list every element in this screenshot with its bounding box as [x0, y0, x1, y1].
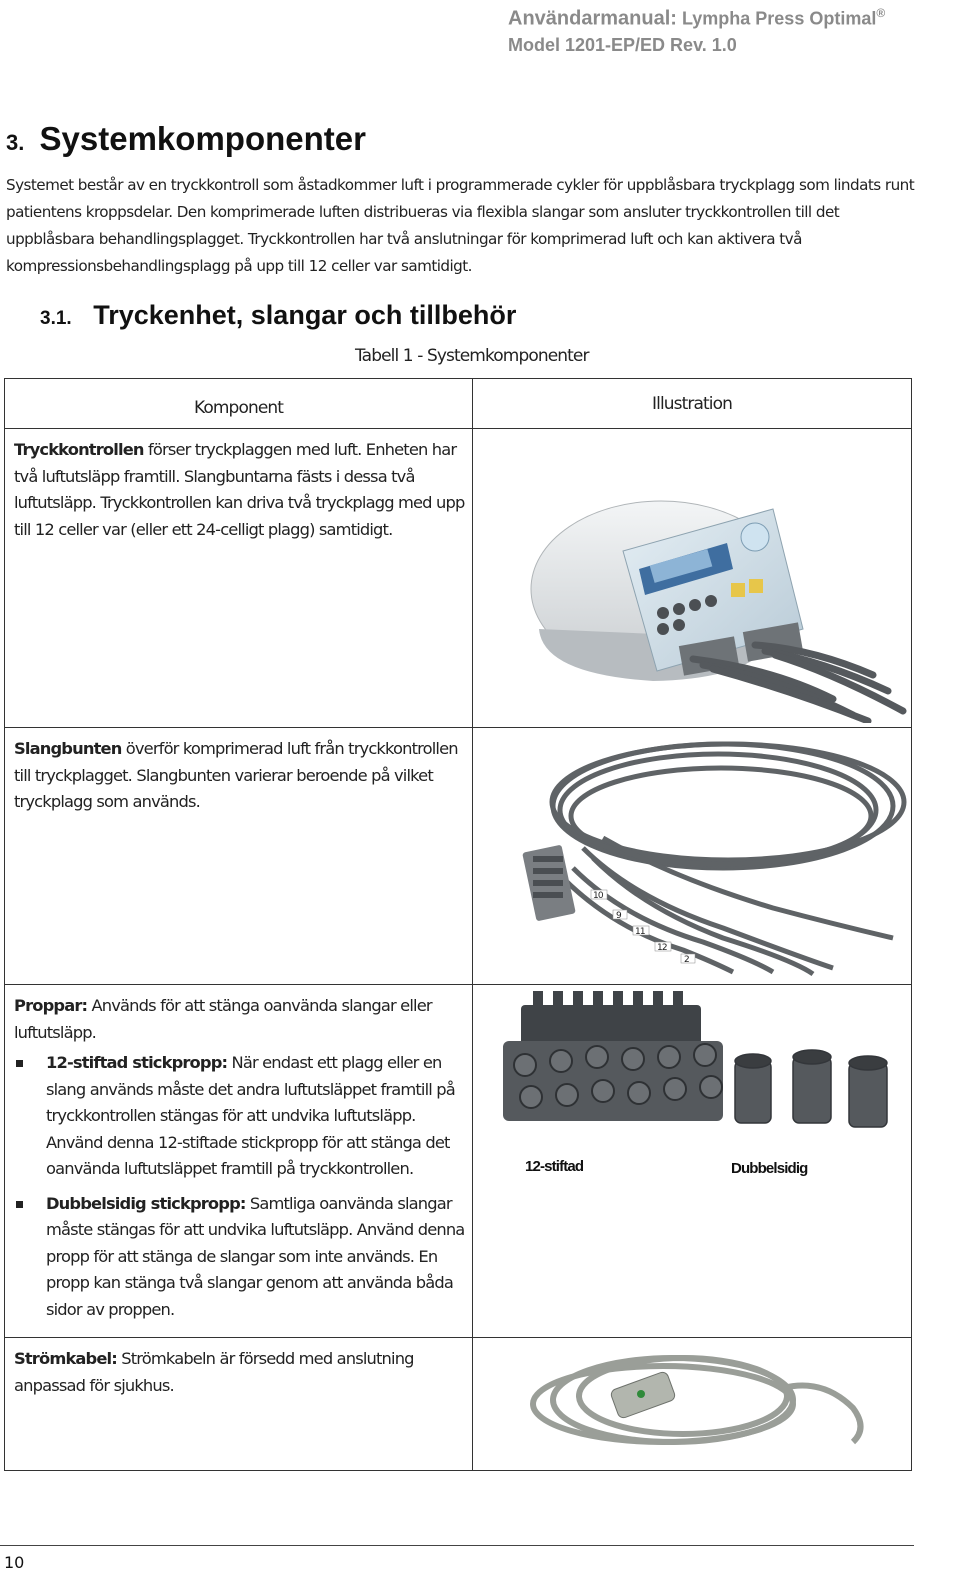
tube-label: 12	[657, 943, 667, 953]
section-number: 3.	[6, 130, 25, 155]
header-component: Komponent	[5, 379, 473, 429]
tube-label: 10	[593, 891, 603, 901]
illustration-cell	[473, 429, 912, 728]
table-row	[5, 985, 912, 1338]
section-title: Systemkomponenter	[39, 120, 366, 157]
bullet-square-icon	[16, 1201, 23, 1208]
illustration-cell	[473, 1338, 912, 1471]
bullet-square-icon	[16, 1060, 23, 1067]
component-description: Strömkabeln är försedd med anslutning anpassad för sjukhus.	[14, 1349, 414, 1395]
component-description: Används för att stänga oanvända slangar eller luftutsläpp.	[14, 996, 432, 1042]
registered-mark: ®	[876, 6, 886, 20]
subsection-heading	[40, 300, 516, 331]
table-row	[5, 728, 912, 985]
list-item	[14, 1050, 466, 1183]
illustration-cell	[473, 985, 912, 1338]
page-number: 10	[4, 1553, 25, 1572]
tube-label: 2	[684, 955, 689, 965]
bullet-term: Dubbelsidig stickpropp:	[46, 1193, 246, 1213]
pressure-controller-image	[473, 429, 911, 723]
plug-image-label-12pin: 12-stiftad	[525, 1158, 584, 1175]
header-illustration: Illustration	[473, 379, 912, 429]
tube-label: 11	[635, 927, 645, 937]
running-header	[508, 0, 948, 58]
tube-set-image	[473, 728, 911, 980]
subsection-number: 3.1.	[40, 308, 72, 329]
component-cell	[5, 728, 473, 985]
list-item	[14, 1191, 466, 1324]
plug-types-list	[14, 1050, 466, 1323]
components-table	[4, 378, 912, 1471]
header-model: Model 1201-EP/ED Rev. 1.0	[508, 34, 737, 55]
subsection-title: Tryckenhet, slangar och tillbehör	[93, 300, 517, 330]
component-description: överför komprimerad luft från tryckkontrollen till tryckplagget. Slangbunten varierar beroende på vilket tryckplagg som används.	[14, 739, 458, 811]
table-row	[5, 429, 912, 728]
component-description: förser tryckplaggen med luft. Enheten har två luftutsläpp framtill. Slangbuntarna fästs i dessa två luftutsläpp. Tryckkontrollen kan driva två tryckplagg med upp till 12 celler var (eller ett 24-celligt plagg) samtidigt.	[14, 440, 465, 539]
power-cable-image	[473, 1338, 911, 1466]
component-cell	[5, 429, 473, 728]
bullet-text: Samtliga oanvända slangar måste stängas för att undvika luftutsläpp. Använd denna propp för att stänga de slangar som inte används. En propp kan stänga två slangar genom att använda båda sidor av proppen.	[46, 1193, 465, 1319]
footer-rule	[0, 1545, 914, 1546]
header-manual-label: Användarmanual:	[508, 7, 677, 30]
intro-paragraph: Systemet består av en tryckkontroll som åstadkommer luft i programmerade cykler för uppblåsbara tryckplagg som lindats runt patientens kroppsdelar. Den komprimerade luften distribueras via flexibla slangar som ansluter tryckkontrollen till det uppblåsbara behandlingsplagget. Tryckkontrollen har två anslutningar för komprimerad luft och kan aktivera två kompressionsbehandlingsplagg på upp till 12 celler var samtidigt.	[6, 176, 915, 275]
component-term: Slangbunten	[14, 739, 122, 758]
plugs-image	[473, 985, 911, 1195]
component-term: Proppar:	[14, 996, 88, 1015]
bullet-term: 12-stiftad stickpropp:	[46, 1053, 228, 1072]
illustration-cell	[473, 728, 912, 985]
plug-image-label-double: Dubbelsidig	[731, 1160, 808, 1177]
table-caption: Tabell 1 - Systemkomponenter	[355, 346, 589, 366]
table-header-row	[5, 379, 912, 429]
tube-label: 9	[616, 911, 621, 921]
component-cell	[5, 985, 473, 1338]
component-term: Tryckkontrollen	[14, 440, 144, 459]
component-term: Strömkabel:	[14, 1349, 117, 1368]
component-cell	[5, 1338, 473, 1471]
section-heading	[6, 120, 366, 158]
plugs-intro	[14, 993, 466, 1046]
table-row	[5, 1338, 912, 1471]
header-product-name: Lympha Press Optimal	[676, 8, 877, 29]
bullet-text: När endast ett plagg eller en slang används måste det andra luftutsläppet framtill på tryckkontrollen stängas för att undvika luftutsläpp. Använd denna 12-stiftade stickpropp för att stänga det oanvända luftutsläppet framtill på tryckkontrollen.	[46, 1053, 455, 1178]
